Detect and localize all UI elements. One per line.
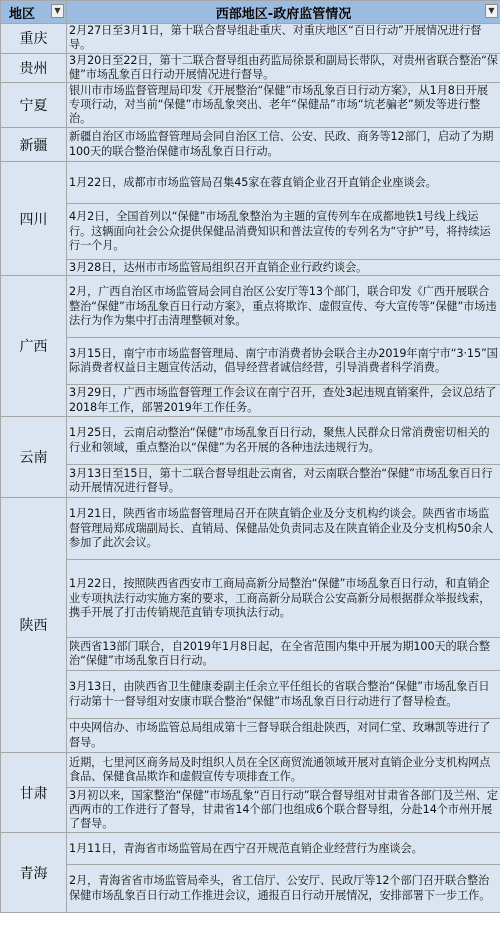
entry-cell: 1月22日，成都市市场监管局召集45家在蓉直销企业召开直销企业座谈会。 bbox=[67, 162, 500, 204]
table-row bbox=[1, 788, 500, 833]
entry-cell: 3月初以来，国家整治“保健”市场乱象“百日行动”联合督导组对甘肃省各部门及兰州、定西两市的工作进行了督导，甘肃省14个部门也组成6个联合督导组，分赴14个市州开展了督导。 bbox=[67, 788, 500, 833]
region-cell: 宁夏 bbox=[1, 83, 67, 128]
entry-cell: 3月15日，南宁市市场监督管理局、南宁市消费者协会联合主办2019年南宁市“3·15”国际消费者权益日主题宣传活动，倡导经营者诚信经营，引导消费者科学消费。 bbox=[67, 338, 500, 385]
entry-cell: 4月2日，全国首列以“保健”市场乱象整治为主题的宣传列车在成都地铁1号线上线运行。这辆面向社会公众提供保健品消费知识和普法宣传的专列名为“守护”号，将持续运行一个月。 bbox=[67, 204, 500, 260]
table-row bbox=[1, 417, 500, 465]
table-row bbox=[1, 260, 500, 276]
region-cell: 新疆 bbox=[1, 128, 67, 162]
table-row bbox=[1, 24, 500, 54]
table-row bbox=[1, 83, 500, 128]
region-filter-dropdown-icon[interactable]: ▼ bbox=[51, 4, 64, 18]
table-row bbox=[1, 162, 500, 204]
entry-cell: 1月25日，云南启动整治“保健”市场乱象百日行动，聚焦人民群众日常消费密切相关的行业和领域，重点整治以“保健”为名开展的各种违法违规行为。 bbox=[67, 417, 500, 465]
table-row bbox=[1, 719, 500, 753]
entry-cell: 近期，七里河区商务局及时组织人员在全区商贸流通领域开展对直销企业分支机构网点食品、保健食品欺诈和虚假宣传专项排查工作。 bbox=[67, 753, 500, 788]
entry-cell: 2月27日至3月1日，第十联合督导组赴重庆、对重庆地区“百日行动”开展情况进行督导。 bbox=[67, 24, 500, 54]
table-row bbox=[1, 276, 500, 338]
table-row bbox=[1, 671, 500, 719]
table-row bbox=[1, 465, 500, 498]
title-filter-dropdown-icon[interactable]: ▼ bbox=[485, 4, 498, 18]
region-cell: 重庆 bbox=[1, 24, 67, 54]
entry-cell: 3月29日，广西市场监督管理工作会议在南宁召开，查处3起违规直销案件，会议总结了2018年工作，部署2019年工作任务。 bbox=[67, 385, 500, 417]
region-cell: 青海 bbox=[1, 833, 67, 913]
table-row bbox=[1, 338, 500, 385]
entry-cell: 银川市市场监督管理局印发《开展整治“保健”市场乱象百日行动方案》，从1月8日开展专项行动，对当前“保健”市场乱象突出、老年“保健品”市场“坑老骗老”频发等进行整治。 bbox=[67, 83, 500, 128]
entry-cell: 2月，广西自治区市场监管局会同自治区公安厅等13个部门，联合印发《广西开展联合整治“保健”市场乱象百日行动方案》，重点将欺诈、虚假宣传、夸大宣传等“保健”市场违法行为作为集中打击清理整顿对象。 bbox=[67, 276, 500, 338]
entry-cell: 2月，青海省省市场监管局牵头，省工信厅、公安厅、民政厅等12个部门召开联合整治保健市场乱象百日行动工作推进会议，通报百日行动开展情况，安排部署下一步工作。 bbox=[67, 865, 500, 913]
table-row bbox=[1, 638, 500, 671]
table-row bbox=[1, 498, 500, 560]
table-title: 西部地区-政府监管情况 bbox=[215, 6, 352, 22]
entry-cell: 3月20日至22日，第十二联合督导组由药监局徐景和副局长带队，对贵州省联合整治“保健”市场乱象百日行动开展情况进行督导。 bbox=[67, 53, 500, 83]
entry-cell: 陕西省13部门联合，自2019年1月8日起，在全省范围内集中开展为期100天的联合整治“保健”市场乱象百日行动。 bbox=[67, 638, 500, 671]
table-row bbox=[1, 560, 500, 638]
region-header-label: 地区 bbox=[9, 6, 36, 22]
table-row bbox=[1, 204, 500, 260]
region-cell: 云南 bbox=[1, 417, 67, 498]
entry-cell: 3月13日，由陕西省卫生健康委副主任余立平任组长的省联合整治“保健”市场乱象百日行动第十一督导组对安康市联合整治“保健”市场乱象百日行动进行了督导检查。 bbox=[67, 671, 500, 719]
table-row bbox=[1, 833, 500, 865]
table-body bbox=[1, 24, 500, 913]
title-column-header bbox=[67, 1, 500, 24]
region-cell: 四川 bbox=[1, 162, 67, 276]
entry-cell: 1月11日，青海省市场监管局在西宁召开规范直销企业经营行为座谈会。 bbox=[67, 833, 500, 865]
table-row bbox=[1, 385, 500, 417]
entry-cell: 3月13日至15日，第十二联合督导组赴云南省，对云南联合整治“保健”市场乱象百日行动开展情况进行督导。 bbox=[67, 465, 500, 498]
header-row bbox=[1, 1, 500, 24]
table-row bbox=[1, 865, 500, 913]
table-row bbox=[1, 753, 500, 788]
region-cell: 陕西 bbox=[1, 498, 67, 753]
entry-cell: 1月22日，按照陕西省西安市工商局高新分局整治“保健”市场乱象百日行动，和直销企业专项执法行动实施方案的要求，工商高新分局联合公安高新分局根据群众举报线索，携手开展了打击传销规范直销专项执法行动。 bbox=[67, 560, 500, 638]
region-cell: 贵州 bbox=[1, 53, 67, 83]
table-row bbox=[1, 53, 500, 83]
table-row bbox=[1, 128, 500, 162]
region-column-header bbox=[1, 1, 67, 24]
region-cell: 甘肃 bbox=[1, 753, 67, 833]
entry-cell: 中央网信办、市场监管总局组成第十三督导联合组赴陕西，对同仁堂、玫琳凯等进行了督导。 bbox=[67, 719, 500, 753]
entry-cell: 新疆自治区市场监督管理局会同自治区工信、公安、民政、商务等12部门，启动了为期100天的联合整治保健市场乱象百日行动。 bbox=[67, 128, 500, 162]
entry-cell: 3月28日，达州市市场监管局组织召开直销企业行政约谈会。 bbox=[67, 260, 500, 276]
region-cell: 广西 bbox=[1, 276, 67, 417]
entry-cell: 1月21日，陕西省市场监督管理局召开在陕直销企业及分支机构约谈会。陕西省市场监督管理局郑成瑞副局长、直销局、保健品处负责同志及在陕直销企业及分支机构50余人参加了此次会议。 bbox=[67, 498, 500, 560]
